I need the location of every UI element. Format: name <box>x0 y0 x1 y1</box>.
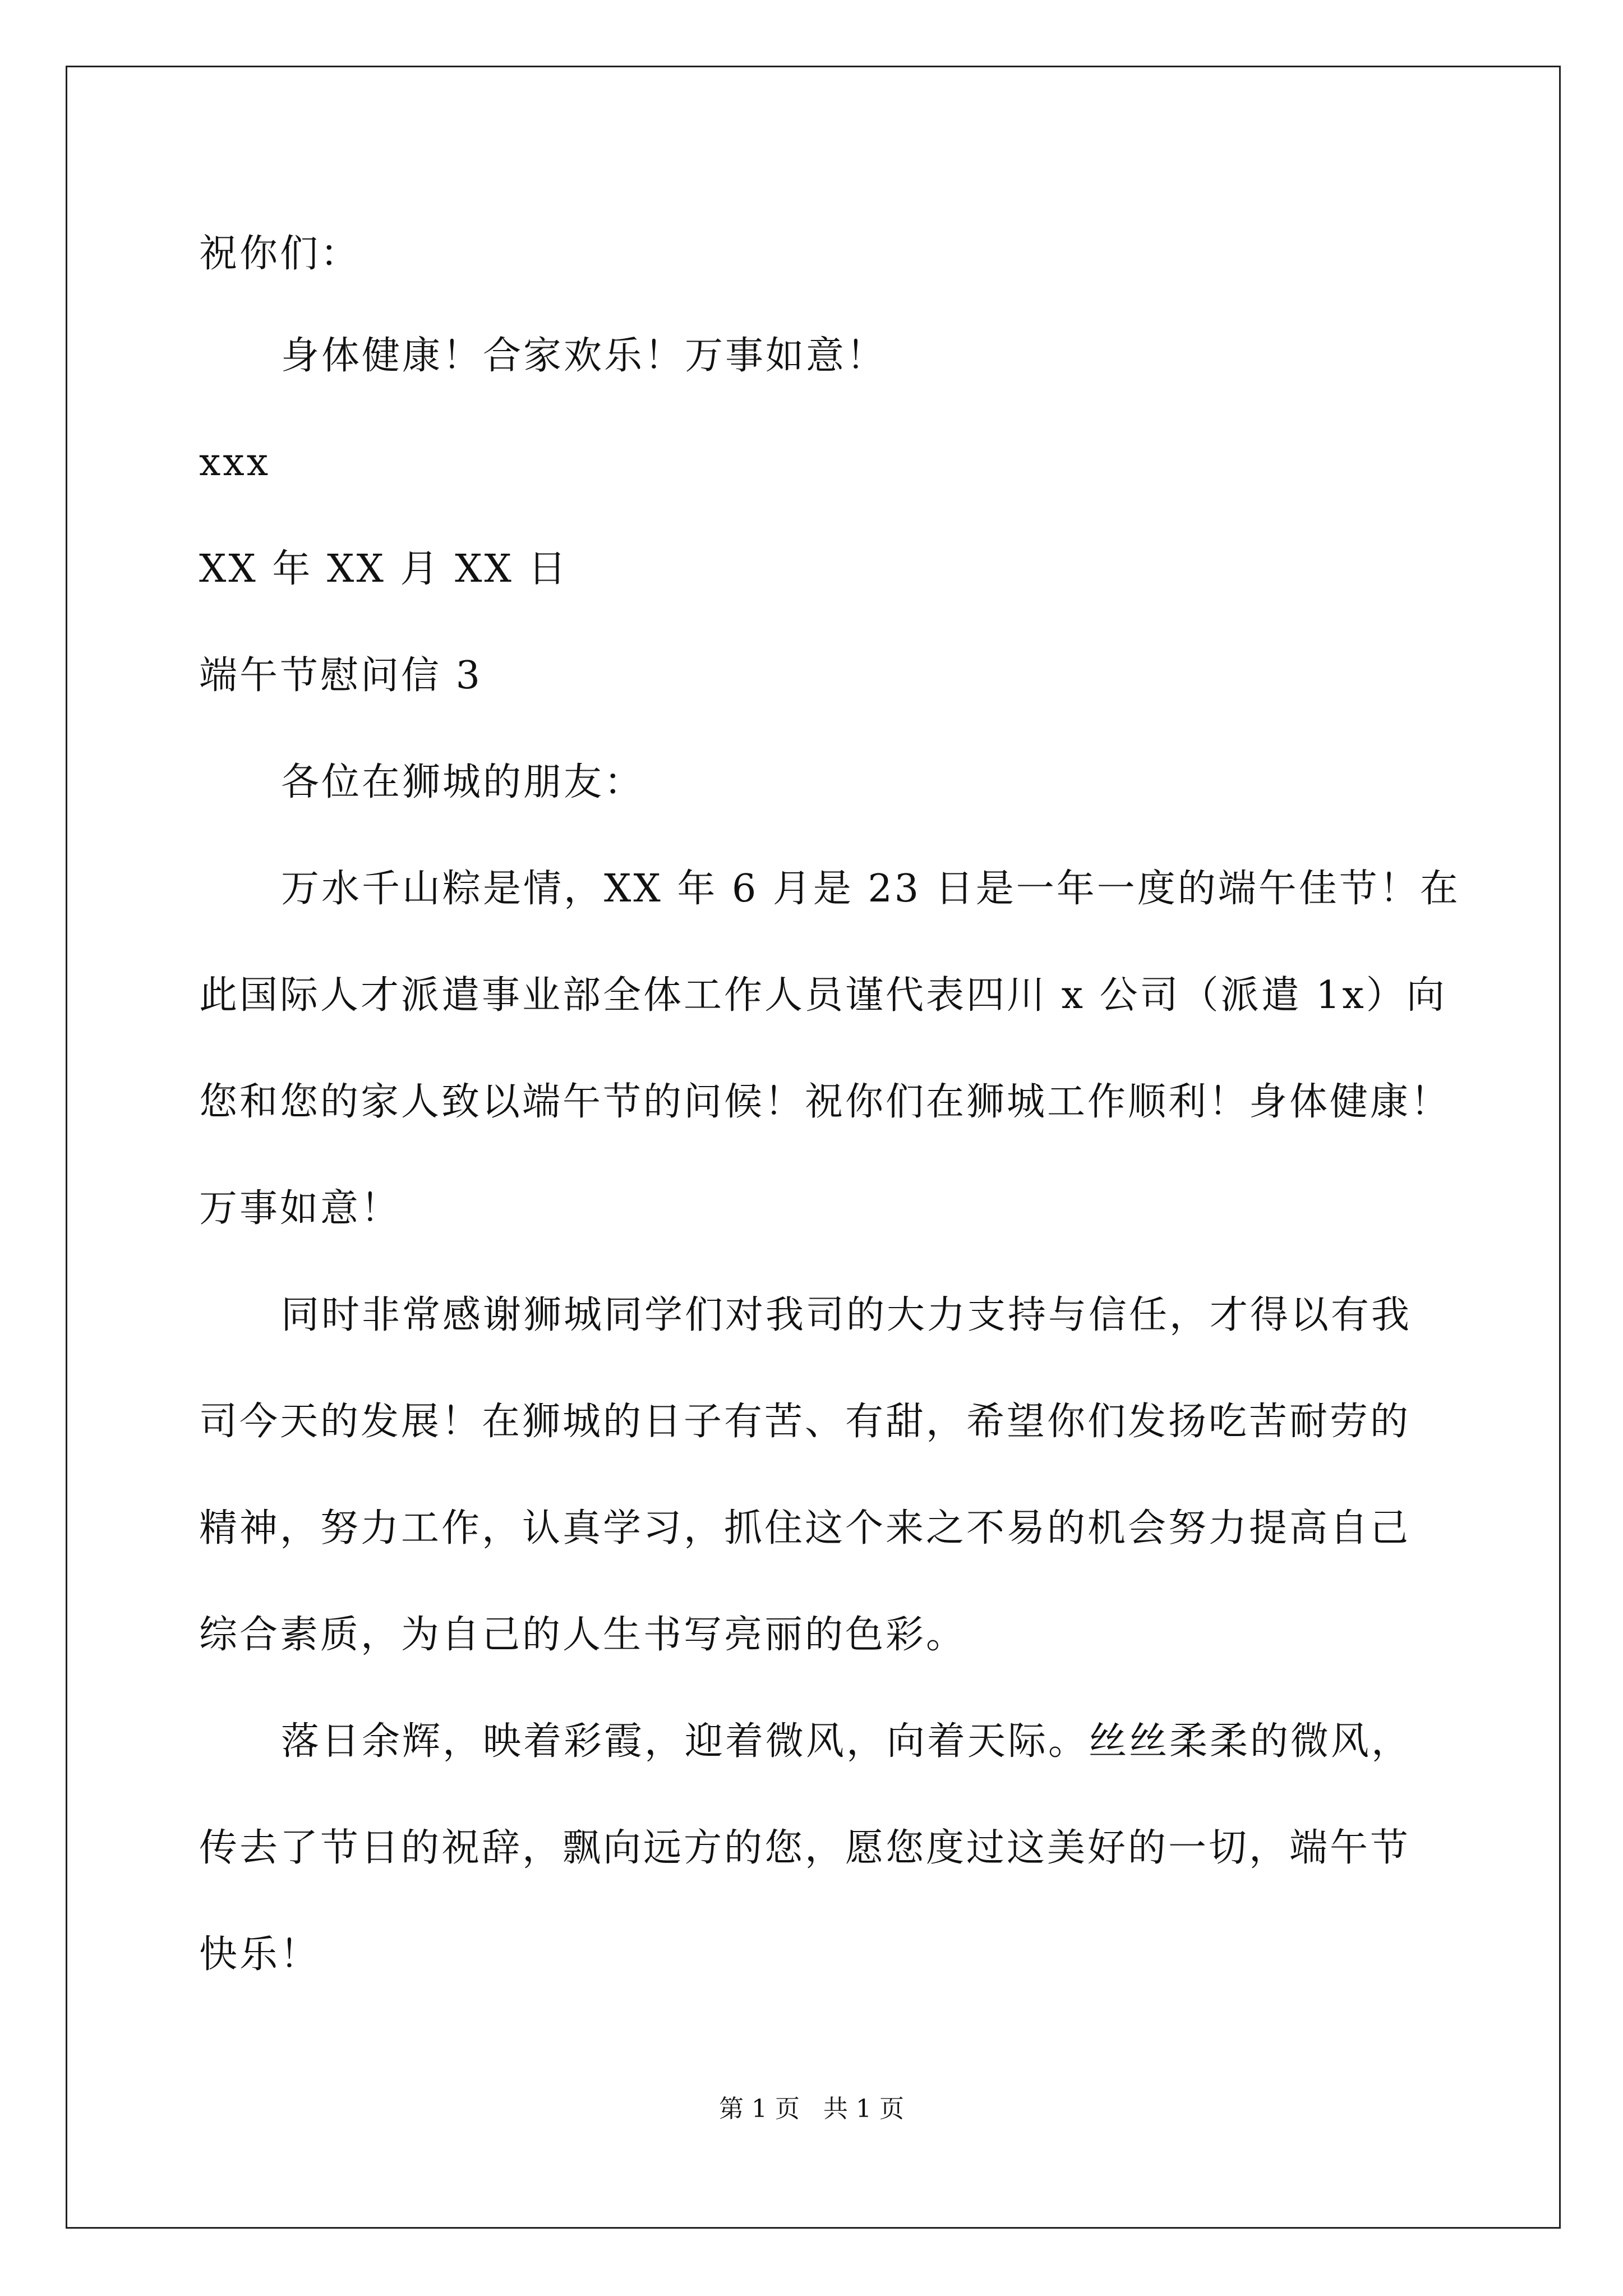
paragraph-line: 精神，努力工作，认真学习，抓住这个来之不易的机会努力提高自己 <box>199 1506 1411 1550</box>
section-title: 端午节慰问信 3 <box>199 654 482 698</box>
page-border <box>66 66 1561 2229</box>
wishes-line: 身体健康！合家欢乐！万事如意！ <box>281 334 887 378</box>
paragraph-line: 司今天的发展！在狮城的日子有苦、有甜，希望你们发扬吃苦耐劳的 <box>199 1400 1411 1444</box>
paragraph-line: 传去了节日的祝辞，飘向远方的您，愿您度过这美好的一切，端午节 <box>199 1826 1411 1870</box>
paragraph-line: 同时非常感谢狮城同学们对我司的大力支持与信任，才得以有我 <box>281 1293 1412 1337</box>
page-footer: 第 1 页 共 1 页 <box>719 2095 904 2123</box>
paragraph-line: 万事如意！ <box>199 1186 402 1231</box>
paragraph-line: 万水千山粽是情，XX 年 6 月是 23 日是一年一度的端午佳节！在 <box>281 867 1460 911</box>
salutation-line: 祝你们： <box>199 232 361 276</box>
greeting-line: 各位在狮城的朋友： <box>281 760 645 804</box>
paragraph-line: 快乐！ <box>199 1932 321 1977</box>
paragraph-line: 您和您的家人致以端午节的问候！祝你们在狮城工作顺利！身体健康！ <box>199 1080 1451 1124</box>
paragraph-line: 落日余辉，映着彩霞，迎着微风，向着天际。丝丝柔柔的微风， <box>281 1719 1412 1764</box>
paragraph-line: 综合素质，为自己的人生书写亮丽的色彩。 <box>199 1613 967 1657</box>
paragraph-line: 此国际人才派遣事业部全体工作人员谨代表四川 x 公司（派遣 1x）向 <box>199 973 1447 1018</box>
signature-line: xxx <box>199 440 271 485</box>
date-line: XX 年 XX 月 XX 日 <box>199 547 569 591</box>
